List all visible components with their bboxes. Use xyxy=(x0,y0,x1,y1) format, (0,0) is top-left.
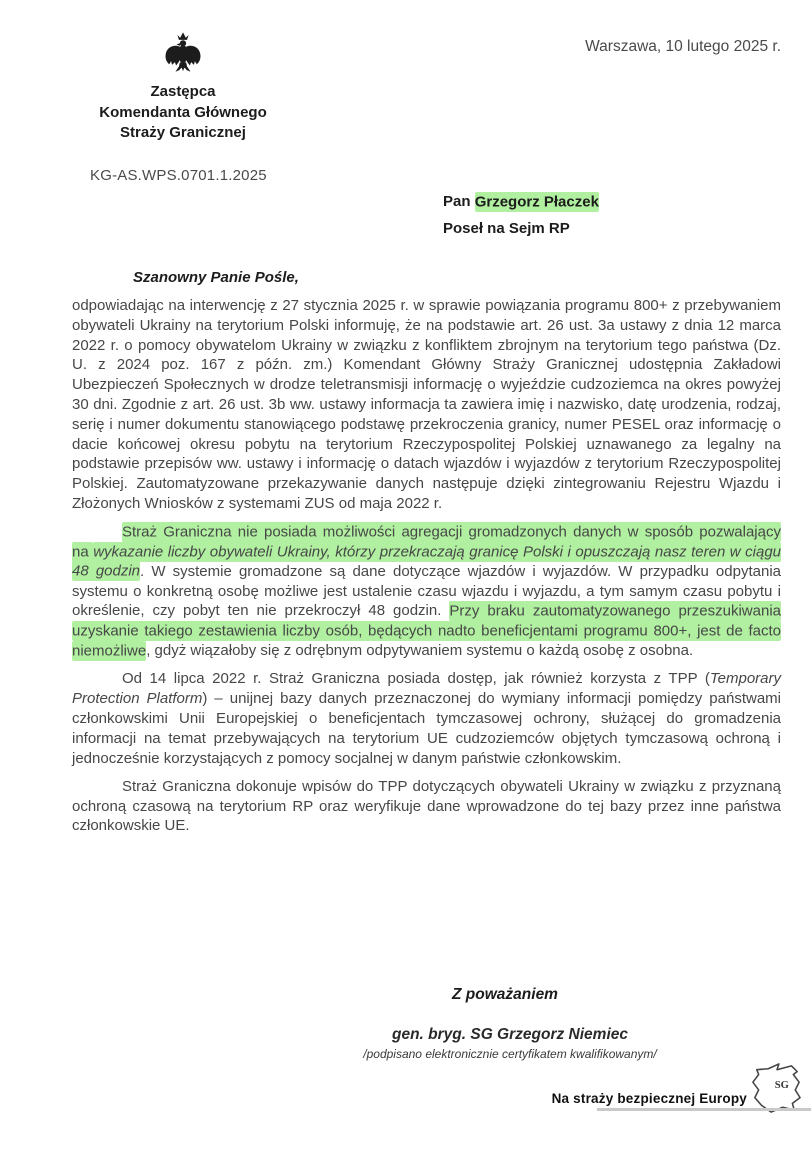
text-run: , gdyż wiązałoby się z odrębnym odpytywaniem systemu o każdą osobę z osobna. xyxy=(146,642,694,660)
paragraph-3 xyxy=(72,669,781,768)
text-run: Temporary Protection Platform xyxy=(72,670,781,708)
sender-block xyxy=(75,30,291,144)
paragraph-4 xyxy=(72,777,781,836)
signature-name: gen. bryg. SG Grzegorz Niemiec xyxy=(391,1026,628,1043)
reference-number: KG-AS.WPS.0701.1.2025 xyxy=(90,167,267,184)
highlighted-text-run: Straż Graniczna nie posiada możliwości agregacji gromadzonych danych w sposób pozwalający na xyxy=(72,523,781,561)
text-run: Od 14 lipca 2022 r. Straż Graniczna posiada dostęp, jak również korzysta z TPP ( xyxy=(122,670,710,688)
highlighted-text-run: wykazanie liczby obywateli Ukrainy, którzy przekraczają granicę Polski i opuszczają nasz teren w ciągu 48 godzin xyxy=(72,543,781,580)
text-run: ) – unijnej bazy danych przeznaczonej do wymiany informacji pomiędzy państwami członkowskimi Unii Europejskiej o beneficjentach tymczasowej ochrony, służącej do gromadzenia informacji na temat przebywających na terytorium UE cudzoziemców objętych tymczasową ochroną i jednocześnie korzystających z pomocy socjalnej w danym państwie członkowskim. xyxy=(72,690,781,767)
text-run: . W systemie gromadzone są dane dotyczące wjazdów i wyjazdów. W przypadku odpytania systemu o konkretną osobę możliwe jest ustalenie czasu wjazdu i wyjazdu, a tym samym czasu pobytu i określenie, czy pobyt ten nie przekroczył 48 godzin. xyxy=(72,562,781,620)
sender-title-line-2: Komendanta Głównego xyxy=(99,103,267,121)
signature-block xyxy=(330,1026,690,1061)
signature-note: /podpisano elektronicznie certyfikatem kwalifikowanym/ xyxy=(363,1047,657,1061)
footer-divider-line xyxy=(597,1108,811,1111)
paragraph-1 xyxy=(72,296,781,514)
letter-body xyxy=(72,296,781,845)
sg-poland-outline-logo-icon xyxy=(749,1062,803,1114)
date-line: Warszawa, 10 lutego 2025 r. xyxy=(585,38,781,55)
salutation: Szanowny Panie Pośle, xyxy=(133,269,299,286)
addressee-role-line: Poseł na Sejm RP xyxy=(443,220,570,237)
sender-title-line-1: Zastępca xyxy=(150,83,216,100)
addressee-block xyxy=(443,188,599,242)
text-run: Pan xyxy=(443,193,475,210)
sg-logo-monogram: SG xyxy=(774,1080,789,1091)
closing-phrase: Z poważaniem xyxy=(452,986,558,1003)
footer-slogan: Na straży bezpiecznej Europy xyxy=(551,1091,747,1106)
highlighted-text-run: Przy braku zautomatyzowanego przeszukiwania uzyskanie takiego zestawienia liczby osób, będących nadto beneficjentami programu 800+, jest de facto niemożliwe xyxy=(72,602,781,660)
text-run: odpowiadając na interwencję z 27 stycznia 2025 r. w sprawie powiązania programu 800+ z przebywaniem obywateli Ukrainy na terytorium Polski informuję, że na podstawie art. 26 ust. 3a ustawy z dnia 12 marca 2022 r. o pomocy obywatelom Ukrainy w związku z konfliktem zbrojnym na terytorium tego państwa (Dz. U. z 2024 poz. 167 z późn. zm.) Komendant Główny Straży Granicznej udostępnia Zakładowi Ubezpieczeń Społecznych w drodze teletransmisji informację o wyjeździe cudzoziemca na okres powyżej 30 dni. Zgodnie z art. 26 ust. 3b ww. ustawy informacja ta zawiera imię i nazwisko, datę urodzenia, rodzaj, serię i numer dokumentu stanowiącego podstawę przekroczenia granicy, numer PESEL oraz informację o dacie końcowej okresu pobytu na terytorium Rzeczypospolitej Polskiej uznawanego za legalny na podstawie przepisów ww. ustawy i informację o datach wjazdów i wyjazdów z terytorium Rzeczypospolitej Polskiej. Zautomatyzowane przekazywanie danych następuje dzięki zintegrowaniu Rejestru Wjazdu i Złożonych Wniosków z systemami ZUS od maja 2022 r. xyxy=(72,297,781,512)
paragraph-2 xyxy=(72,522,781,661)
addressee-name-line xyxy=(443,188,599,215)
polish-eagle-emblem-icon xyxy=(163,30,203,76)
highlighted-text-run: Grzegorz Płaczek xyxy=(474,193,599,210)
text-run: Straż Graniczna dokonuje wpisów do TPP dotyczących obywateli Ukrainy w związku z przyznaną ochroną czasową na terytorium RP oraz weryfikuje dane wprowadzone do tej bazy przez inne państwa członkowskie UE. xyxy=(72,777,781,835)
sender-title-line-3: Straży Granicznej xyxy=(120,124,246,141)
